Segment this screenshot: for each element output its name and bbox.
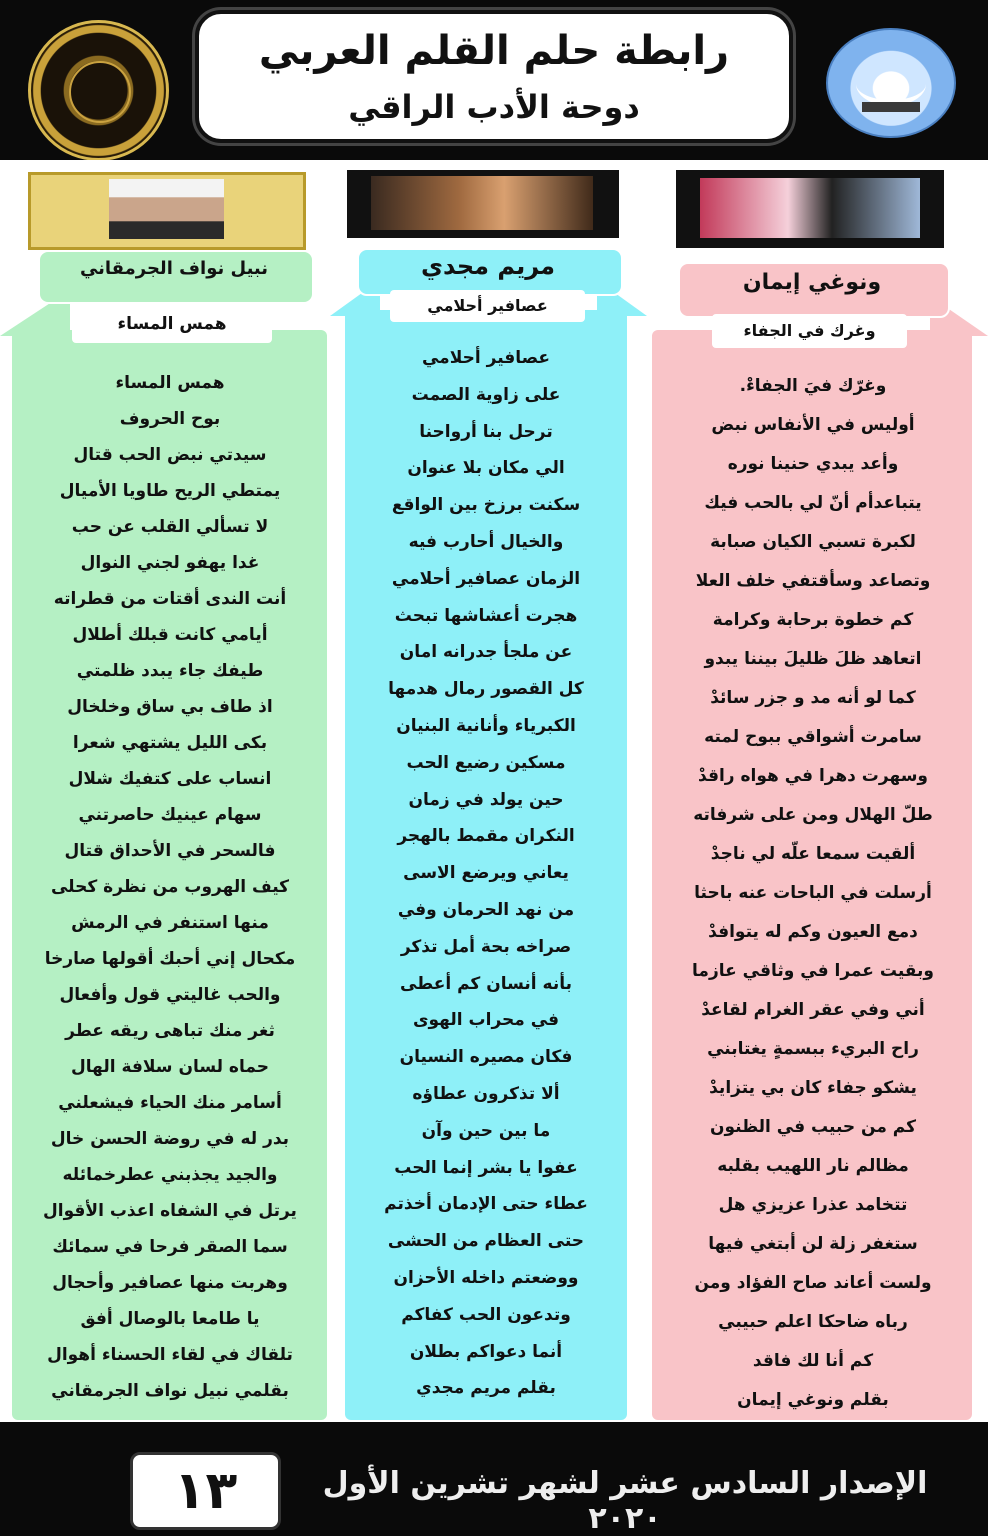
- poem-line: ترحل بنا أرواحنا: [419, 421, 553, 442]
- poem-line: والحب غاليتي قول وأفعال: [59, 985, 281, 1005]
- poem-line: فكان مصيره النسيان: [399, 1047, 573, 1068]
- poem-line: يعاني ويرضع الاسى: [403, 863, 569, 884]
- poem-line: كم خطوة برحابة وكرامة: [712, 610, 914, 630]
- poem-line: أوليس في الأنفاس نبض: [711, 415, 915, 435]
- poem-line: طيفك جاء يبدد ظلمتي: [76, 661, 264, 681]
- poem-line: وأعد يبدي حنينا نوره: [727, 454, 899, 474]
- poem-line: النكران مقمط بالهجر: [397, 826, 575, 847]
- poem-line: وهربت منها عصافير وأحجال: [52, 1273, 288, 1293]
- poem-line: عفوا يا بشر إنما الحب: [394, 1157, 578, 1178]
- poem-line: همس المساء: [115, 373, 225, 393]
- poem-line: عصافير أحلامي: [421, 348, 551, 368]
- poem-line: أرسلت في الباحات عنه باحثا: [694, 883, 932, 903]
- poem-line: يشكو جفاء كان بي يتزايدْ: [709, 1078, 917, 1098]
- poem-line: راح البريء ببسمةٍ يغتابني: [707, 1039, 919, 1059]
- poem-line: أنت الندى أقتات من قطراته: [53, 589, 287, 609]
- poem-line: وتدعون الحب كفاكم: [401, 1304, 571, 1325]
- poem-line: يرتل في الشفاه اعذب الأقوال: [43, 1201, 297, 1221]
- poem-line: بوح الحروف: [119, 409, 221, 429]
- poem-line: على زاوية الصمت: [411, 384, 561, 405]
- emblem-logo-right: [826, 28, 956, 138]
- poem-line: انساب على كتفيك شلال: [68, 769, 272, 789]
- poem-line: غدا يهفو لجني النوال: [80, 553, 260, 573]
- poem-line: يمتطي الريح طاويا الأميال: [59, 481, 281, 501]
- poem-line: كم من حبيب في الظنون: [709, 1117, 917, 1137]
- poem-line: طلّ الهلال ومن على شرفاته: [693, 805, 933, 825]
- poem-line: يتباعدأم أنّ لي بالحب فيك: [704, 493, 922, 513]
- poem-line: الزمان عصافير أحلامي: [391, 568, 581, 589]
- poem-line: مظالم نار اللهيب بقلبه: [717, 1156, 909, 1176]
- author-name-middle: مريم مجدي: [421, 252, 555, 280]
- poem-line: دمع العيون وكم له يتوافدْ: [708, 922, 918, 942]
- poem-line: في محراب الهوى: [412, 1010, 560, 1031]
- poem-title-left: همس المساء: [72, 305, 272, 343]
- poem-title-right: وغرك في الجفاء: [712, 314, 907, 348]
- poem-line: وسهرت دهرا في هواه راقدْ: [698, 766, 928, 786]
- poem-line: كيف الهروب من نظرة كحلى: [50, 877, 290, 897]
- poem-line: وغرّك فيَ الجفاءْ.: [739, 376, 887, 396]
- poem-line: أني وفي عقر الغرام لقاعدْ: [701, 1000, 925, 1020]
- author-photo-left: [28, 172, 306, 250]
- poem-line: ما بين حين وآن: [421, 1120, 551, 1141]
- poem-line: سامرت أشواقي ببوح لمته: [704, 727, 922, 747]
- poem-line: رباه ضاحكا اعلم حبيبي: [718, 1312, 908, 1332]
- magazine-subtitle: دوحة الأدب الراقي: [348, 88, 640, 126]
- author-photo-middle: [347, 170, 619, 238]
- poem-line: بقلمي نبيل نواف الجرمقاني: [51, 1381, 289, 1401]
- author-name-right: ونوغي إيمان: [742, 270, 882, 295]
- poem-line: تتخامد عذرا عزيزي هل: [718, 1195, 908, 1215]
- poem-line: ولست أعاند صاح الفؤاد ومن: [694, 1273, 932, 1293]
- poem-line: كما لو أنه مد و جزر سائدْ: [710, 688, 916, 708]
- poem-line: تلقاك في لقاء الحسناء أهوال: [47, 1345, 293, 1365]
- poem-line: من نهد الحرمان وفي: [397, 899, 575, 920]
- poem-line: سيدتي نبض الحب قتال: [73, 445, 267, 465]
- poem-line: الكبرياء وأنانية البنيان: [396, 715, 576, 736]
- poem-line: اتعاهد ظلَ ظليلَ بيننا يبدو: [704, 649, 922, 669]
- author-name-left: نبيل نواف الجرمقاني: [79, 258, 269, 279]
- poem-line: ثغر منك تباهى ريقه عطر: [65, 1021, 275, 1041]
- poem-line: سكنت برزخ بين الواقع: [391, 495, 581, 516]
- emblem-logo-left: [28, 20, 169, 161]
- poem-line: أسامر منك الحياء فيشعلني: [58, 1093, 282, 1113]
- poem-line: كم أنا لك فاقد: [752, 1351, 874, 1371]
- poem-line: بأنه أنسان كم أعطى: [399, 973, 573, 994]
- poem-line: وتصاعد وسأقتفي خلف العلا: [695, 571, 931, 591]
- issue-label: الإصدار السادس عشر لشهر تشرين الأول ٢٠٢٠: [322, 1466, 928, 1536]
- poem-line: ووضعتم داخله الأحزان: [393, 1267, 579, 1288]
- magazine-title: رابطة حلم القلم العربي: [258, 28, 730, 74]
- poem-line: أيامي كانت قبلك أطلال: [72, 625, 268, 645]
- poem-line: ألا تذكرون عطاؤه: [412, 1083, 560, 1104]
- poem-line: ستغفر زلة لن أبتغي فيها: [708, 1234, 918, 1254]
- poem-line: هجرت أعشاشها تبحث: [394, 605, 578, 626]
- poem-line: حتى العظام من الحشى: [387, 1231, 585, 1252]
- author-photo-right: [676, 170, 944, 248]
- poem-line: حماه لسان سلافة الهال: [70, 1057, 270, 1077]
- page-number: ١٣: [130, 1452, 281, 1530]
- poem-line: مكحال إني أحبك أقولها صارخا: [44, 949, 296, 969]
- poem-text-left: [20, 365, 320, 1409]
- poem-line: لكبرة تسبي الكيان صبابة: [710, 532, 916, 552]
- poem-line: بدر له في روضة الحسن خال: [50, 1129, 290, 1149]
- poem-line: أنما دعواكم بطلان: [409, 1341, 563, 1362]
- poem-line: عن ملجأ جدرانه امان: [399, 642, 573, 663]
- poem-line: والخيال أحارب فيه: [408, 531, 564, 552]
- poem-line: كل القصور رمال هدمها: [388, 679, 584, 700]
- poem-line: صراخه بحة أمل تذكر: [400, 936, 572, 957]
- poem-line: بكى الليل يشتهي شعرا: [72, 733, 268, 753]
- poem-line: ألقيت سمعا علّه لي ناجدْ: [710, 844, 916, 864]
- poem-line: سهام عينيك حاصرتني: [78, 805, 262, 825]
- poem-text-right: [658, 367, 968, 1420]
- poem-line: سما الصقر فرحا في سمائك: [52, 1237, 288, 1257]
- poem-line: لا تسألي القلب عن حب: [71, 517, 269, 537]
- poem-line: يا طامعا بالوصال أفق: [80, 1309, 260, 1329]
- poem-line: اذ طاف بي ساق وخلخال: [67, 697, 273, 717]
- poem-line: فالسحر في الأحداق قتال: [64, 841, 276, 861]
- poem-line: حين يولد في زمان: [408, 789, 564, 810]
- poem-line: وبقيت عمرا في وثاقي عازما: [692, 961, 934, 981]
- poem-line: بقلم مريم مجدي: [416, 1378, 556, 1399]
- poem-line: الي مكان بلا عنوان: [407, 458, 565, 479]
- poem-line: عطاء حتى الإدمان أخذتم: [384, 1194, 588, 1215]
- poem-text-middle: [350, 340, 622, 1407]
- poem-title-middle: عصافير أحلامي: [390, 290, 585, 322]
- poem-line: مسكين رضيع الحب: [406, 752, 566, 773]
- poem-line: بقلم ونوغي إيمان: [737, 1390, 889, 1410]
- poem-line: منها استنفر في الرمش: [71, 913, 269, 933]
- poem-line: والجيد يجذبني عطرخمائله: [62, 1165, 278, 1185]
